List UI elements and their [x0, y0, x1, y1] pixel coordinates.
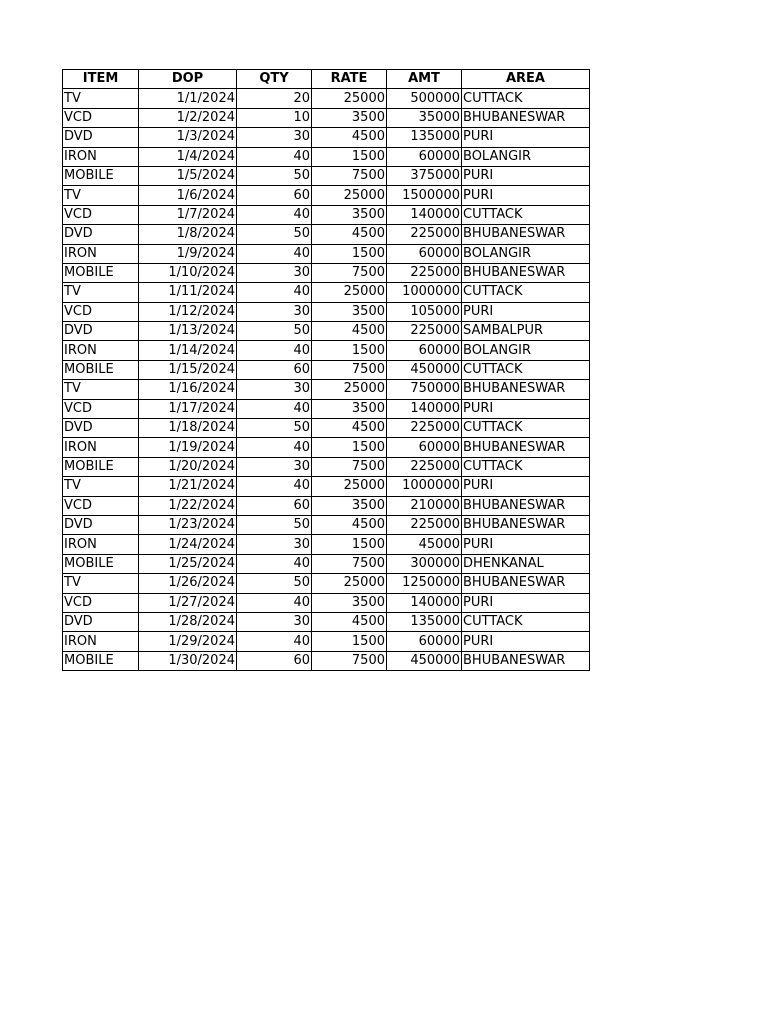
- cell-qty[interactable]: 40: [237, 593, 312, 612]
- cell-amt[interactable]: 60000: [387, 244, 462, 263]
- cell-area[interactable]: PURI: [462, 535, 590, 554]
- cell-qty[interactable]: 30: [237, 128, 312, 147]
- cell-rate[interactable]: 7500: [312, 166, 387, 185]
- table-row: [63, 457, 590, 476]
- cell-dop[interactable]: 1/18/2024: [139, 419, 237, 438]
- cell-item[interactable]: IRON: [63, 341, 139, 360]
- cell-rate[interactable]: 1500: [312, 244, 387, 263]
- cell-item[interactable]: VCD: [63, 399, 139, 418]
- table-row: [63, 225, 590, 244]
- cell-item[interactable]: VCD: [63, 108, 139, 127]
- sales-table: [62, 69, 590, 671]
- cell-rate[interactable]: 4500: [312, 322, 387, 341]
- cell-amt[interactable]: 450000: [387, 651, 462, 670]
- cell-item[interactable]: MOBILE: [63, 457, 139, 476]
- cell-dop[interactable]: 1/29/2024: [139, 632, 237, 651]
- cell-qty[interactable]: 30: [237, 457, 312, 476]
- header-item[interactable]: ITEM: [63, 70, 139, 89]
- cell-dop[interactable]: 1/22/2024: [139, 496, 237, 515]
- cell-item[interactable]: DVD: [63, 225, 139, 244]
- cell-qty[interactable]: 40: [237, 477, 312, 496]
- cell-item[interactable]: MOBILE: [63, 360, 139, 379]
- cell-rate[interactable]: 3500: [312, 302, 387, 321]
- cell-rate[interactable]: 1500: [312, 147, 387, 166]
- cell-item[interactable]: IRON: [63, 438, 139, 457]
- cell-area[interactable]: PURI: [462, 166, 590, 185]
- table-row: [63, 166, 590, 185]
- cell-dop[interactable]: 1/11/2024: [139, 283, 237, 302]
- cell-dop[interactable]: 1/14/2024: [139, 341, 237, 360]
- header-rate[interactable]: RATE: [312, 70, 387, 89]
- cell-item[interactable]: IRON: [63, 632, 139, 651]
- cell-dop[interactable]: 1/1/2024: [139, 89, 237, 108]
- cell-rate[interactable]: 1500: [312, 341, 387, 360]
- table-row: [63, 205, 590, 224]
- cell-amt[interactable]: 105000: [387, 302, 462, 321]
- table-row: [63, 147, 590, 166]
- cell-qty[interactable]: 60: [237, 651, 312, 670]
- cell-amt[interactable]: 1250000: [387, 574, 462, 593]
- cell-qty[interactable]: 40: [237, 283, 312, 302]
- cell-dop[interactable]: 1/25/2024: [139, 554, 237, 573]
- cell-qty[interactable]: 40: [237, 341, 312, 360]
- cell-area[interactable]: CUTTACK: [462, 89, 590, 108]
- cell-amt[interactable]: 60000: [387, 147, 462, 166]
- cell-area[interactable]: PURI: [462, 632, 590, 651]
- cell-amt[interactable]: 135000: [387, 612, 462, 631]
- cell-amt[interactable]: 60000: [387, 341, 462, 360]
- cell-dop[interactable]: 1/10/2024: [139, 263, 237, 282]
- cell-item[interactable]: IRON: [63, 244, 139, 263]
- table-row: [63, 244, 590, 263]
- cell-rate[interactable]: 7500: [312, 360, 387, 379]
- cell-rate[interactable]: 4500: [312, 515, 387, 534]
- cell-area[interactable]: CUTTACK: [462, 283, 590, 302]
- table-row: [63, 380, 590, 399]
- header-qty[interactable]: QTY: [237, 70, 312, 89]
- cell-rate[interactable]: 7500: [312, 457, 387, 476]
- cell-qty[interactable]: 50: [237, 225, 312, 244]
- cell-item[interactable]: TV: [63, 574, 139, 593]
- table-row: [63, 302, 590, 321]
- header-amt[interactable]: AMT: [387, 70, 462, 89]
- cell-dop[interactable]: 1/27/2024: [139, 593, 237, 612]
- cell-amt[interactable]: 210000: [387, 496, 462, 515]
- cell-amt[interactable]: 225000: [387, 263, 462, 282]
- cell-rate[interactable]: 4500: [312, 419, 387, 438]
- cell-item[interactable]: TV: [63, 477, 139, 496]
- table-row: [63, 515, 590, 534]
- cell-qty[interactable]: 50: [237, 419, 312, 438]
- cell-rate[interactable]: 7500: [312, 263, 387, 282]
- cell-amt[interactable]: 500000: [387, 89, 462, 108]
- cell-qty[interactable]: 50: [237, 322, 312, 341]
- cell-area[interactable]: DHENKANAL: [462, 554, 590, 573]
- cell-area[interactable]: BHUBANESWAR: [462, 438, 590, 457]
- cell-amt[interactable]: 300000: [387, 554, 462, 573]
- cell-dop[interactable]: 1/12/2024: [139, 302, 237, 321]
- cell-area[interactable]: BHUBANESWAR: [462, 263, 590, 282]
- cell-amt[interactable]: 225000: [387, 225, 462, 244]
- cell-amt[interactable]: 140000: [387, 399, 462, 418]
- cell-qty[interactable]: 30: [237, 263, 312, 282]
- cell-item[interactable]: MOBILE: [63, 651, 139, 670]
- table-row: [63, 360, 590, 379]
- cell-qty[interactable]: 40: [237, 438, 312, 457]
- cell-area[interactable]: BHUBANESWAR: [462, 651, 590, 670]
- cell-area[interactable]: CUTTACK: [462, 457, 590, 476]
- cell-amt[interactable]: 60000: [387, 438, 462, 457]
- cell-dop[interactable]: 1/8/2024: [139, 225, 237, 244]
- cell-item[interactable]: DVD: [63, 515, 139, 534]
- cell-dop[interactable]: 1/6/2024: [139, 186, 237, 205]
- cell-area[interactable]: BHUBANESWAR: [462, 515, 590, 534]
- cell-qty[interactable]: 40: [237, 399, 312, 418]
- cell-rate[interactable]: 25000: [312, 380, 387, 399]
- cell-rate[interactable]: 3500: [312, 108, 387, 127]
- cell-dop[interactable]: 1/26/2024: [139, 574, 237, 593]
- cell-dop[interactable]: 1/20/2024: [139, 457, 237, 476]
- cell-dop[interactable]: 1/30/2024: [139, 651, 237, 670]
- cell-amt[interactable]: 375000: [387, 166, 462, 185]
- table-row: [63, 632, 590, 651]
- cell-dop[interactable]: 1/15/2024: [139, 360, 237, 379]
- cell-area[interactable]: CUTTACK: [462, 419, 590, 438]
- cell-qty[interactable]: 40: [237, 632, 312, 651]
- header-area[interactable]: AREA: [462, 70, 590, 89]
- cell-rate[interactable]: 25000: [312, 186, 387, 205]
- cell-dop[interactable]: 1/2/2024: [139, 108, 237, 127]
- cell-qty[interactable]: 30: [237, 612, 312, 631]
- cell-amt[interactable]: 225000: [387, 457, 462, 476]
- cell-area[interactable]: CUTTACK: [462, 612, 590, 631]
- cell-amt[interactable]: 750000: [387, 380, 462, 399]
- cell-item[interactable]: DVD: [63, 419, 139, 438]
- cell-qty[interactable]: 50: [237, 515, 312, 534]
- cell-qty[interactable]: 40: [237, 244, 312, 263]
- cell-dop[interactable]: 1/7/2024: [139, 205, 237, 224]
- cell-item[interactable]: TV: [63, 283, 139, 302]
- cell-dop[interactable]: 1/13/2024: [139, 322, 237, 341]
- cell-area[interactable]: BHUBANESWAR: [462, 108, 590, 127]
- cell-area[interactable]: PURI: [462, 477, 590, 496]
- cell-qty[interactable]: 60: [237, 186, 312, 205]
- cell-area[interactable]: PURI: [462, 302, 590, 321]
- cell-area[interactable]: BHUBANESWAR: [462, 380, 590, 399]
- cell-rate[interactable]: 25000: [312, 574, 387, 593]
- table-row: [63, 108, 590, 127]
- cell-qty[interactable]: 40: [237, 147, 312, 166]
- cell-dop[interactable]: 1/19/2024: [139, 438, 237, 457]
- cell-rate[interactable]: 1500: [312, 438, 387, 457]
- header-dop[interactable]: DOP: [139, 70, 237, 89]
- cell-rate[interactable]: 7500: [312, 651, 387, 670]
- cell-qty[interactable]: 30: [237, 380, 312, 399]
- cell-item[interactable]: VCD: [63, 593, 139, 612]
- table-row: [63, 419, 590, 438]
- cell-rate[interactable]: 1500: [312, 632, 387, 651]
- table-row: [63, 612, 590, 631]
- cell-amt[interactable]: 1500000: [387, 186, 462, 205]
- cell-item[interactable]: MOBILE: [63, 166, 139, 185]
- cell-area[interactable]: BOLANGIR: [462, 147, 590, 166]
- cell-amt[interactable]: 140000: [387, 593, 462, 612]
- cell-qty[interactable]: 10: [237, 108, 312, 127]
- cell-item[interactable]: DVD: [63, 322, 139, 341]
- cell-amt[interactable]: 1000000: [387, 477, 462, 496]
- cell-rate[interactable]: 3500: [312, 205, 387, 224]
- table-row: [63, 399, 590, 418]
- cell-item[interactable]: TV: [63, 89, 139, 108]
- cell-amt[interactable]: 450000: [387, 360, 462, 379]
- cell-area[interactable]: BOLANGIR: [462, 341, 590, 360]
- cell-amt[interactable]: 225000: [387, 322, 462, 341]
- cell-amt[interactable]: 225000: [387, 515, 462, 534]
- cell-area[interactable]: PURI: [462, 128, 590, 147]
- table-row: [63, 322, 590, 341]
- cell-item[interactable]: IRON: [63, 147, 139, 166]
- cell-dop[interactable]: 1/16/2024: [139, 380, 237, 399]
- table-row: [63, 263, 590, 282]
- cell-qty[interactable]: 20: [237, 89, 312, 108]
- cell-dop[interactable]: 1/4/2024: [139, 147, 237, 166]
- cell-area[interactable]: BOLANGIR: [462, 244, 590, 263]
- cell-rate[interactable]: 1500: [312, 535, 387, 554]
- cell-rate[interactable]: 7500: [312, 554, 387, 573]
- cell-item[interactable]: VCD: [63, 496, 139, 515]
- cell-item[interactable]: DVD: [63, 612, 139, 631]
- cell-qty[interactable]: 60: [237, 496, 312, 515]
- table-row: [63, 593, 590, 612]
- table-row: [63, 89, 590, 108]
- cell-amt[interactable]: 35000: [387, 108, 462, 127]
- cell-item[interactable]: DVD: [63, 128, 139, 147]
- cell-dop[interactable]: 1/9/2024: [139, 244, 237, 263]
- cell-area[interactable]: BHUBANESWAR: [462, 574, 590, 593]
- cell-rate[interactable]: 3500: [312, 496, 387, 515]
- cell-amt[interactable]: 135000: [387, 128, 462, 147]
- table-row: [63, 574, 590, 593]
- cell-item[interactable]: MOBILE: [63, 554, 139, 573]
- table-row: [63, 535, 590, 554]
- cell-dop[interactable]: 1/28/2024: [139, 612, 237, 631]
- cell-area[interactable]: BHUBANESWAR: [462, 496, 590, 515]
- cell-item[interactable]: TV: [63, 380, 139, 399]
- table-row: [63, 186, 590, 205]
- cell-area[interactable]: PURI: [462, 186, 590, 205]
- cell-qty[interactable]: 50: [237, 166, 312, 185]
- table-row: [63, 128, 590, 147]
- cell-qty[interactable]: 30: [237, 535, 312, 554]
- table-row: [63, 438, 590, 457]
- cell-amt[interactable]: 60000: [387, 632, 462, 651]
- cell-rate[interactable]: 4500: [312, 225, 387, 244]
- cell-rate[interactable]: 25000: [312, 477, 387, 496]
- cell-area[interactable]: PURI: [462, 593, 590, 612]
- cell-dop[interactable]: 1/23/2024: [139, 515, 237, 534]
- cell-rate[interactable]: 4500: [312, 128, 387, 147]
- cell-item[interactable]: MOBILE: [63, 263, 139, 282]
- cell-item[interactable]: TV: [63, 186, 139, 205]
- cell-amt[interactable]: 140000: [387, 205, 462, 224]
- cell-qty[interactable]: 50: [237, 574, 312, 593]
- table-row: [63, 341, 590, 360]
- cell-amt[interactable]: 1000000: [387, 283, 462, 302]
- cell-rate[interactable]: 4500: [312, 612, 387, 631]
- cell-amt[interactable]: 45000: [387, 535, 462, 554]
- cell-rate[interactable]: 3500: [312, 593, 387, 612]
- table-row: [63, 651, 590, 670]
- cell-qty[interactable]: 40: [237, 205, 312, 224]
- header-row: [63, 70, 590, 89]
- cell-area[interactable]: BHUBANESWAR: [462, 225, 590, 244]
- table-row: [63, 477, 590, 496]
- cell-area[interactable]: CUTTACK: [462, 360, 590, 379]
- cell-rate[interactable]: 3500: [312, 399, 387, 418]
- cell-qty[interactable]: 30: [237, 302, 312, 321]
- cell-area[interactable]: PURI: [462, 399, 590, 418]
- table-row: [63, 283, 590, 302]
- cell-dop[interactable]: 1/3/2024: [139, 128, 237, 147]
- cell-area[interactable]: CUTTACK: [462, 205, 590, 224]
- cell-dop[interactable]: 1/17/2024: [139, 399, 237, 418]
- cell-dop[interactable]: 1/5/2024: [139, 166, 237, 185]
- cell-amt[interactable]: 225000: [387, 419, 462, 438]
- cell-rate[interactable]: 25000: [312, 283, 387, 302]
- cell-area[interactable]: SAMBALPUR: [462, 322, 590, 341]
- cell-item[interactable]: IRON: [63, 535, 139, 554]
- cell-qty[interactable]: 60: [237, 360, 312, 379]
- cell-qty[interactable]: 40: [237, 554, 312, 573]
- cell-dop[interactable]: 1/21/2024: [139, 477, 237, 496]
- table-row: [63, 496, 590, 515]
- table-row: [63, 554, 590, 573]
- cell-item[interactable]: VCD: [63, 302, 139, 321]
- cell-rate[interactable]: 25000: [312, 89, 387, 108]
- cell-item[interactable]: VCD: [63, 205, 139, 224]
- cell-dop[interactable]: 1/24/2024: [139, 535, 237, 554]
